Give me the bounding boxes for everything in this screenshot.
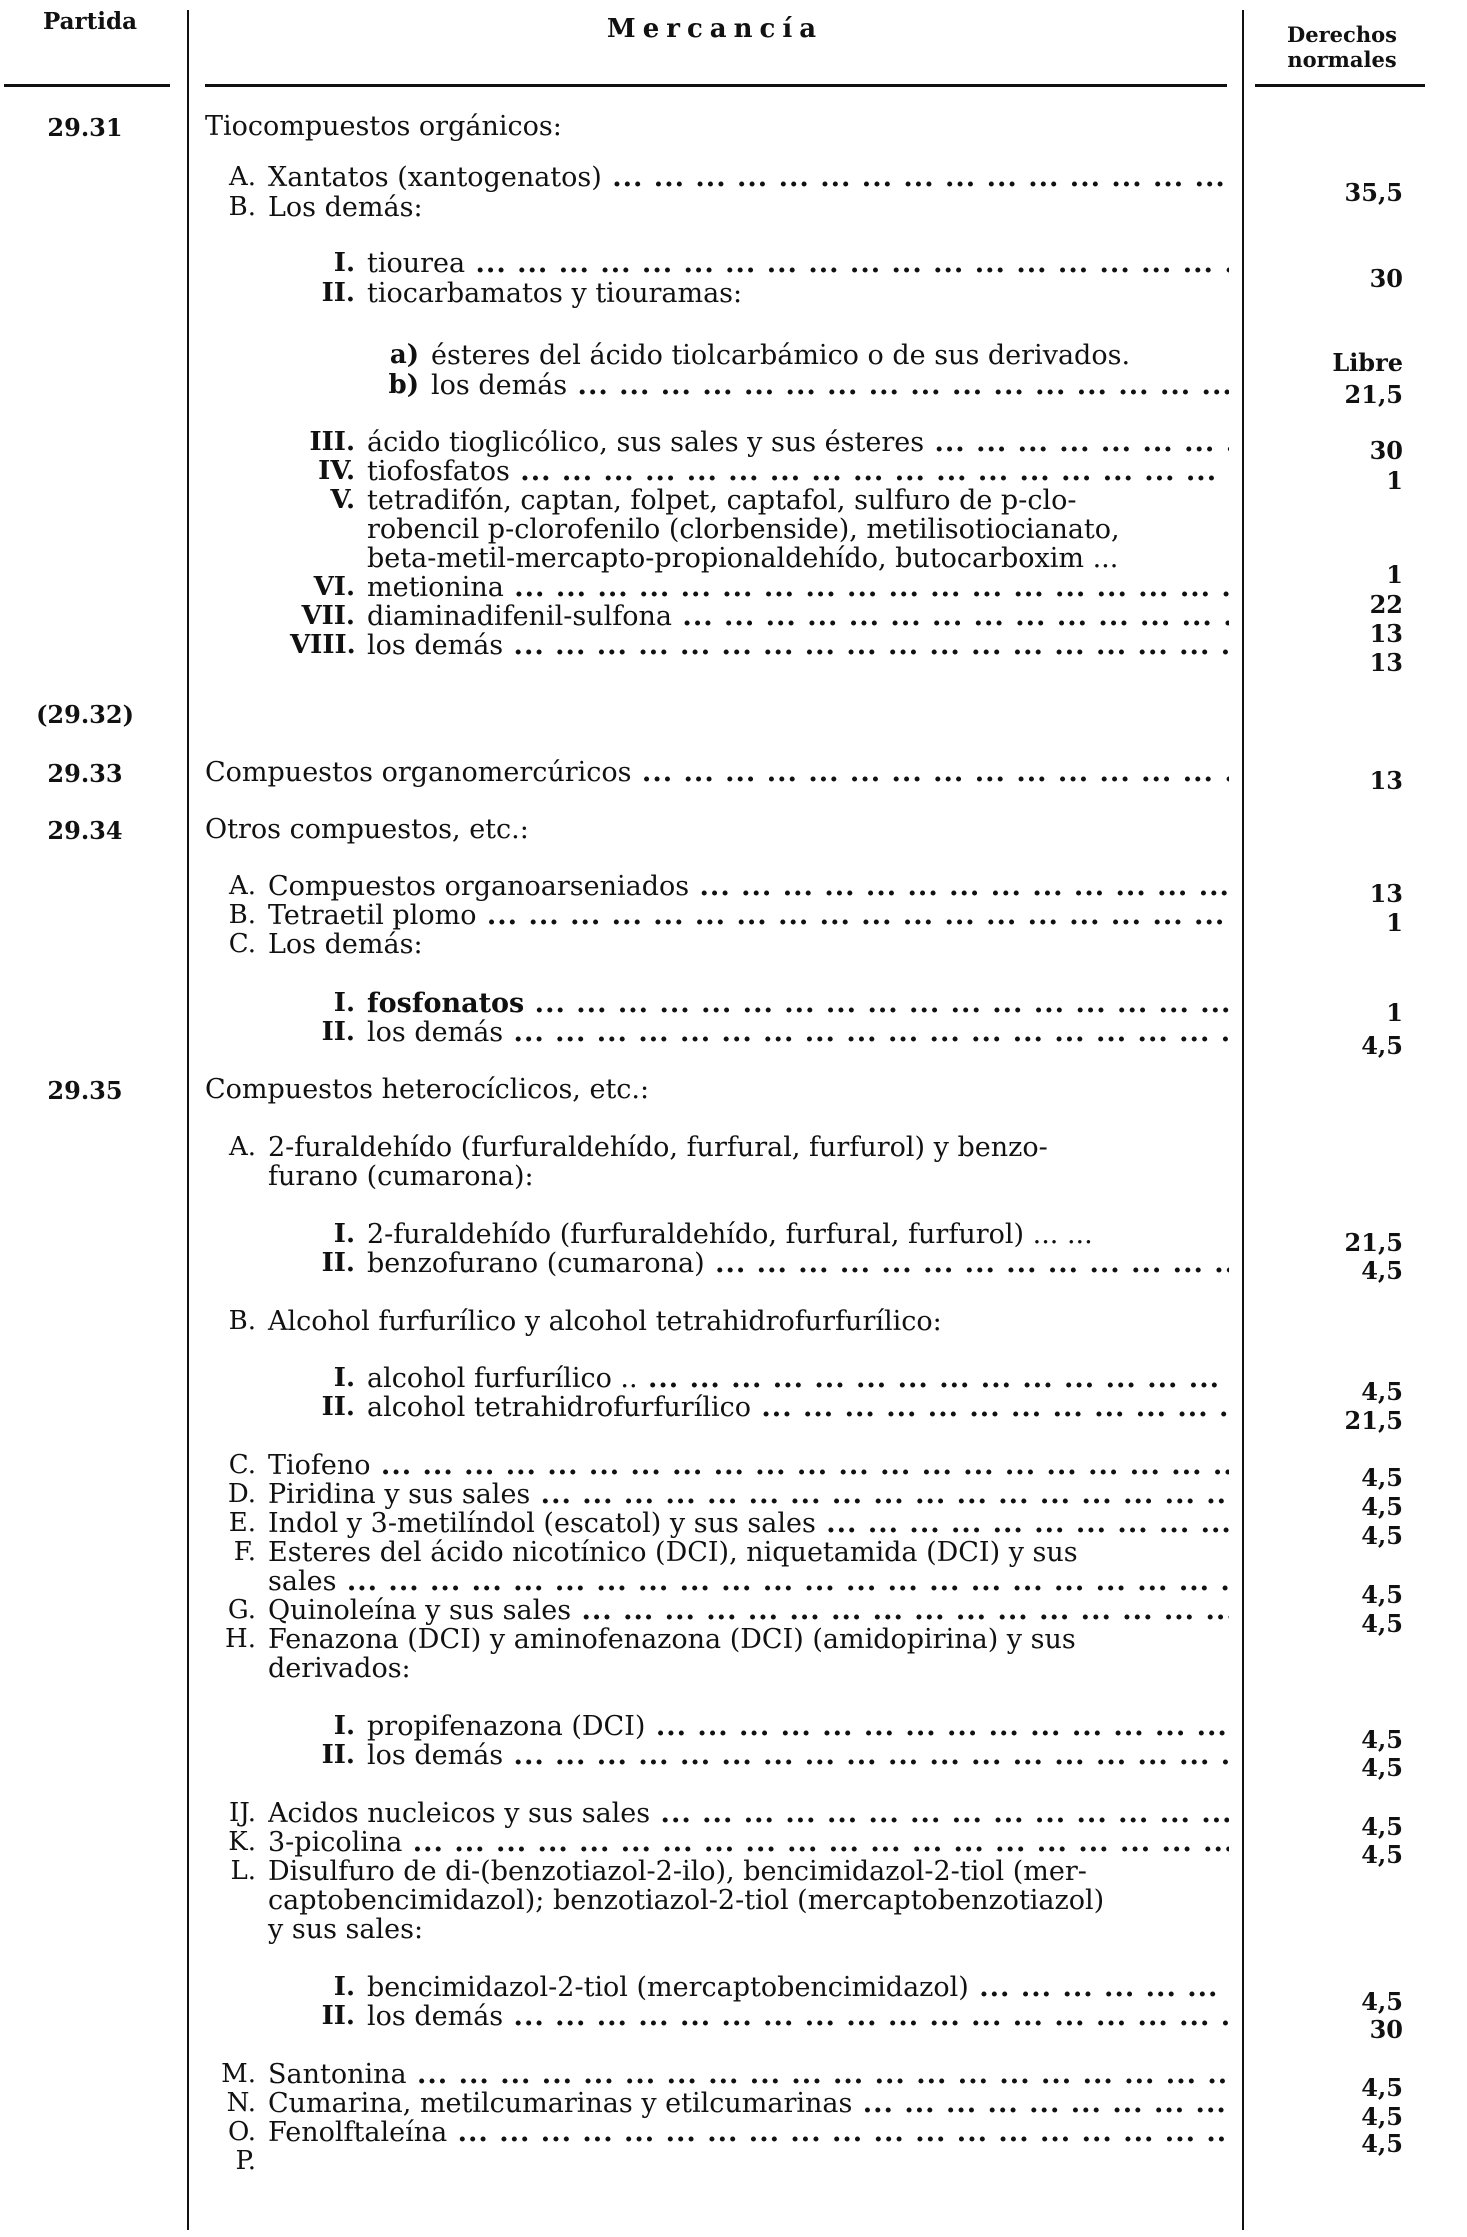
tariff-row [0,1219,1467,1257]
item-description: Indol y 3-metilíndol (escatol) y sus sales ... . [268,1508,1229,1539]
item-label: A. [228,871,256,901]
tariff-row [0,2001,1467,2044]
tariff-row [0,111,1467,141]
item-label: N. [226,2088,256,2118]
tariff-row [0,278,1467,308]
duty-rate: 21,5 [1344,1406,1403,1435]
item-description: Los demás: [268,929,423,960]
tariff-row [0,1798,1467,1841]
duty-rate: 4,5 [1361,1492,1403,1521]
item-label: II. [321,1740,355,1770]
item-description: 3-picolina ... . [268,1827,1229,1858]
tariff-row [0,340,1467,377]
tariff-row [0,1914,1467,1944]
duty-rate: 4,5 [1361,2102,1403,2131]
tariff-row [0,1017,1467,1060]
item-label: V. [330,485,355,515]
item-label: C. [228,1450,256,1480]
item-description: metionina ... . [367,572,1229,603]
item-description: Fenazona (DCI) y aminofenazona (DCI) (amidopirina) y sus [268,1624,1076,1655]
tariff-row [0,485,1467,515]
tariff-row [0,2146,1467,2176]
tariff-row [0,1074,1467,1104]
item-description: los demás ... . [367,1740,1229,1771]
header-derechos-line2: normales [1287,47,1397,72]
item-label: VIII. [290,630,356,660]
item-description: captobencimidazol); benzotiazol-2-tiol (mercaptobenzotiazol) [268,1885,1105,1916]
item-description: Disulfuro de di-(benzotiazol-2-ilo), bencimidazol-2-tiol (mer- [268,1856,1087,1887]
item-description: sales ... . [268,1566,1229,1597]
item-description: beta-metil-mercapto-propionaldehído, butocarboxim ... [367,543,1119,574]
item-description: Los demás: [268,192,423,223]
item-description: Compuestos organomercúricos ... . [205,757,1229,788]
tariff-row [0,2088,1467,2131]
duty-rate: 13 [1369,879,1403,908]
item-label: B. [228,1306,256,1336]
tariff-row [0,900,1467,937]
tariff-row [0,1479,1467,1521]
item-label: B. [228,900,256,930]
item-label: VII. [301,601,355,631]
item-description: Alcohol furfurílico y alcohol tetrahidrofurfurílico: [268,1306,942,1337]
tariff-row [0,698,1467,728]
tariff-row [0,178,1467,223]
tariff-row [0,514,1467,544]
item-description: ácido tioglicólico, sus sales y sus ésteres ... . [367,427,1229,458]
item-description: tetradifón, captan, folpet, captafol, sulfuro de p-clo- [367,485,1077,516]
item-description: bencimidazol-2-tiol (mercaptobencimidazol) ... . [367,1972,1229,2003]
duty-rate: 4,5 [1361,1463,1403,1492]
item-description: los demás ... . [367,1017,1229,1048]
item-description: ésteres del ácido tiolcarbámico o de sus derivados. [431,340,1131,371]
item-label: B. [228,192,256,222]
item-description: tiocarbamatos y tiouramas: [367,278,743,309]
item-label: I. [333,1972,355,2002]
item-label: II. [321,1248,355,1278]
item-label: L. [230,1856,256,1886]
item-label: A. [228,162,256,192]
item-label: D. [227,1479,256,1509]
item-description: Quinoleína y sus sales ... . [268,1595,1229,1626]
item-label: I. [333,1219,355,1249]
tariff-row [0,1537,1467,1567]
tariff-row [0,1392,1467,1435]
duty-rate: 4,5 [1361,1031,1403,1060]
item-description: tiourea ... . [367,248,1229,279]
tariff-row [0,1132,1467,1162]
duty-rate: 1 [1386,908,1403,937]
item-label: II. [321,2001,355,2031]
tariff-row [0,1740,1467,1782]
item-description: tiofosfatos ... . [367,456,1229,487]
item-label: I. [333,988,355,1018]
duty-rate: 4,5 [1361,1725,1403,1754]
item-description: Tetraetil plomo ... . [268,900,1229,931]
item-label: E. [228,1508,256,1538]
item-label: II. [321,278,355,308]
tariff-row [0,1566,1467,1609]
tariff-row [0,1306,1467,1336]
item-label: I. [333,248,355,278]
item-description: los demás ... . [431,370,1229,401]
tariff-row [0,630,1467,677]
item-label: III. [309,427,355,457]
item-description: Tiocompuestos orgánicos: [205,111,562,142]
item-description: Cumarina, metilcumarinas y etilcumarinas ... . [268,2088,1229,2119]
item-description: derivados: [268,1653,411,1684]
duty-rate: 4,5 [1361,2129,1403,2158]
item-description: Compuestos heterocíclicos, etc.: [205,1074,650,1105]
item-description: benzofurano (cumarona) ... . [367,1248,1229,1279]
duty-rate: 22 [1369,590,1403,619]
item-description: Piridina y sus sales ... . [268,1479,1229,1510]
tariff-row [0,1248,1467,1285]
item-label: I. [333,1711,355,1741]
item-label: M. [221,2059,256,2089]
item-description: alcohol furfurílico .. ... . [367,1363,1229,1394]
item-label: II. [321,1017,355,1047]
duty-rate: 13 [1369,766,1403,795]
partida-code: (29.32) [36,700,134,729]
duty-rate: 4,5 [1361,1812,1403,1841]
item-label: O. [227,2117,256,2147]
item-label: VI. [313,572,355,602]
duty-rate: 35,5 [1344,178,1403,207]
item-description: y sus sales: [268,1914,424,1945]
item-description: robencil p-clorofenilo (clorbenside), metilisotiocianato, [367,514,1120,545]
duty-rate: 4,5 [1361,1377,1403,1406]
partida-code: 29.34 [47,816,123,845]
item-description: Compuestos organoarseniados ... . [268,871,1229,902]
item-description: Esteres del ácido nicotínico (DCI), niquetamida (DCI) y sus [268,1537,1078,1568]
duty-rate: 4,5 [1361,1521,1403,1550]
tariff-row [0,456,1467,495]
duty-rate: 4,5 [1361,1256,1403,1285]
item-label: K. [228,1827,256,1857]
duty-rate: 4,5 [1361,1987,1403,2016]
item-description: alcohol tetrahidrofurfurílico ... . [367,1392,1229,1423]
duty-rate: 1 [1386,998,1403,1027]
partida-code: 29.35 [47,1076,123,1105]
duty-rate: 1 [1386,466,1403,495]
tariff-row [0,1450,1467,1492]
item-description: 2-furaldehído (furfuraldehído, furfural, furfurol) y benzo- [268,1132,1048,1163]
item-label: IV. [318,456,355,486]
header-rule-mercancia [205,84,1227,87]
duty-rate: 21,5 [1344,1228,1403,1257]
item-label: P. [235,2146,256,2176]
duty-rate: 4,5 [1361,1580,1403,1609]
item-description: Tiofeno ... . [268,1450,1229,1481]
tariff-row [0,370,1467,409]
tariff-row [0,1161,1467,1191]
duty-rate: 30 [1369,2015,1403,2044]
tariff-row [0,1885,1467,1915]
duty-rate: 4,5 [1361,1753,1403,1782]
duty-rate: 21,5 [1344,380,1403,409]
item-label: G. [227,1595,256,1625]
item-label: IJ. [229,1798,256,1828]
duty-rate: 1 [1386,560,1403,589]
header-rule-partida [4,84,170,87]
tariff-row [0,1653,1467,1683]
tariff-row [0,2117,1467,2158]
partida-code: 29.33 [47,759,123,788]
tariff-row [0,1711,1467,1754]
tariff-row [0,871,1467,908]
tariff-row [0,1595,1467,1638]
item-description: propifenazona (DCI) ... . [367,1711,1229,1742]
item-description: los demás ... . [367,630,1229,661]
tariff-row [0,814,1467,844]
item-label: b) [388,370,419,400]
item-description: furano (cumarona): [268,1161,534,1192]
item-label: a) [389,340,419,370]
item-description: Fenolftaleína ... . [268,2117,1229,2148]
tariff-row [0,1827,1467,1869]
duty-rate: 4,5 [1361,2073,1403,2102]
item-description: fosfonatos ... . [367,988,1229,1019]
tariff-row [0,1363,1467,1406]
duty-rate: 13 [1369,619,1403,648]
item-description: Otros compuestos, etc.: [205,814,529,845]
item-description: Santonina ... . [268,2059,1229,2090]
tariff-row [0,1856,1467,1886]
tariff-row [0,1624,1467,1654]
header-derechos-line1: Derechos [1287,22,1397,47]
duty-rate: Libre [1332,348,1403,377]
duty-rate: 30 [1369,436,1403,465]
item-description: Xantatos (xantogenatos) ... . [268,162,1229,193]
duty-rate: 4,5 [1361,1840,1403,1869]
duty-rate: 13 [1369,648,1403,677]
header-rule-derechos [1255,84,1425,87]
item-label: F. [233,1537,256,1567]
item-description: Acidos nucleicos y sus sales ... . [268,1798,1229,1829]
tariff-row [0,2059,1467,2102]
header-derechos [1252,22,1432,72]
partida-code: 29.31 [47,113,123,142]
header-partida: Partida [42,8,138,35]
tariff-row [0,929,1467,959]
tariff-row [0,162,1467,192]
item-description: los demás ... . [367,2001,1229,2032]
tariff-row [0,427,1467,465]
item-label: A. [228,1132,256,1162]
item-label: II. [321,1392,355,1422]
item-description: diaminadifenil-sulfona ... . [367,601,1229,632]
tariff-row [0,757,1467,795]
item-label: I. [333,1363,355,1393]
item-description: 2-furaldehído (furfuraldehído, furfural, furfurol) ... ... [367,1219,1093,1250]
header-mercancia: Mercancía [606,14,824,44]
item-label: C. [228,929,256,959]
duty-rate: 30 [1369,264,1403,293]
tariff-row [0,988,1467,1027]
item-label: H. [225,1624,256,1654]
duty-rate: 4,5 [1361,1609,1403,1638]
tariff-row [0,1508,1467,1550]
